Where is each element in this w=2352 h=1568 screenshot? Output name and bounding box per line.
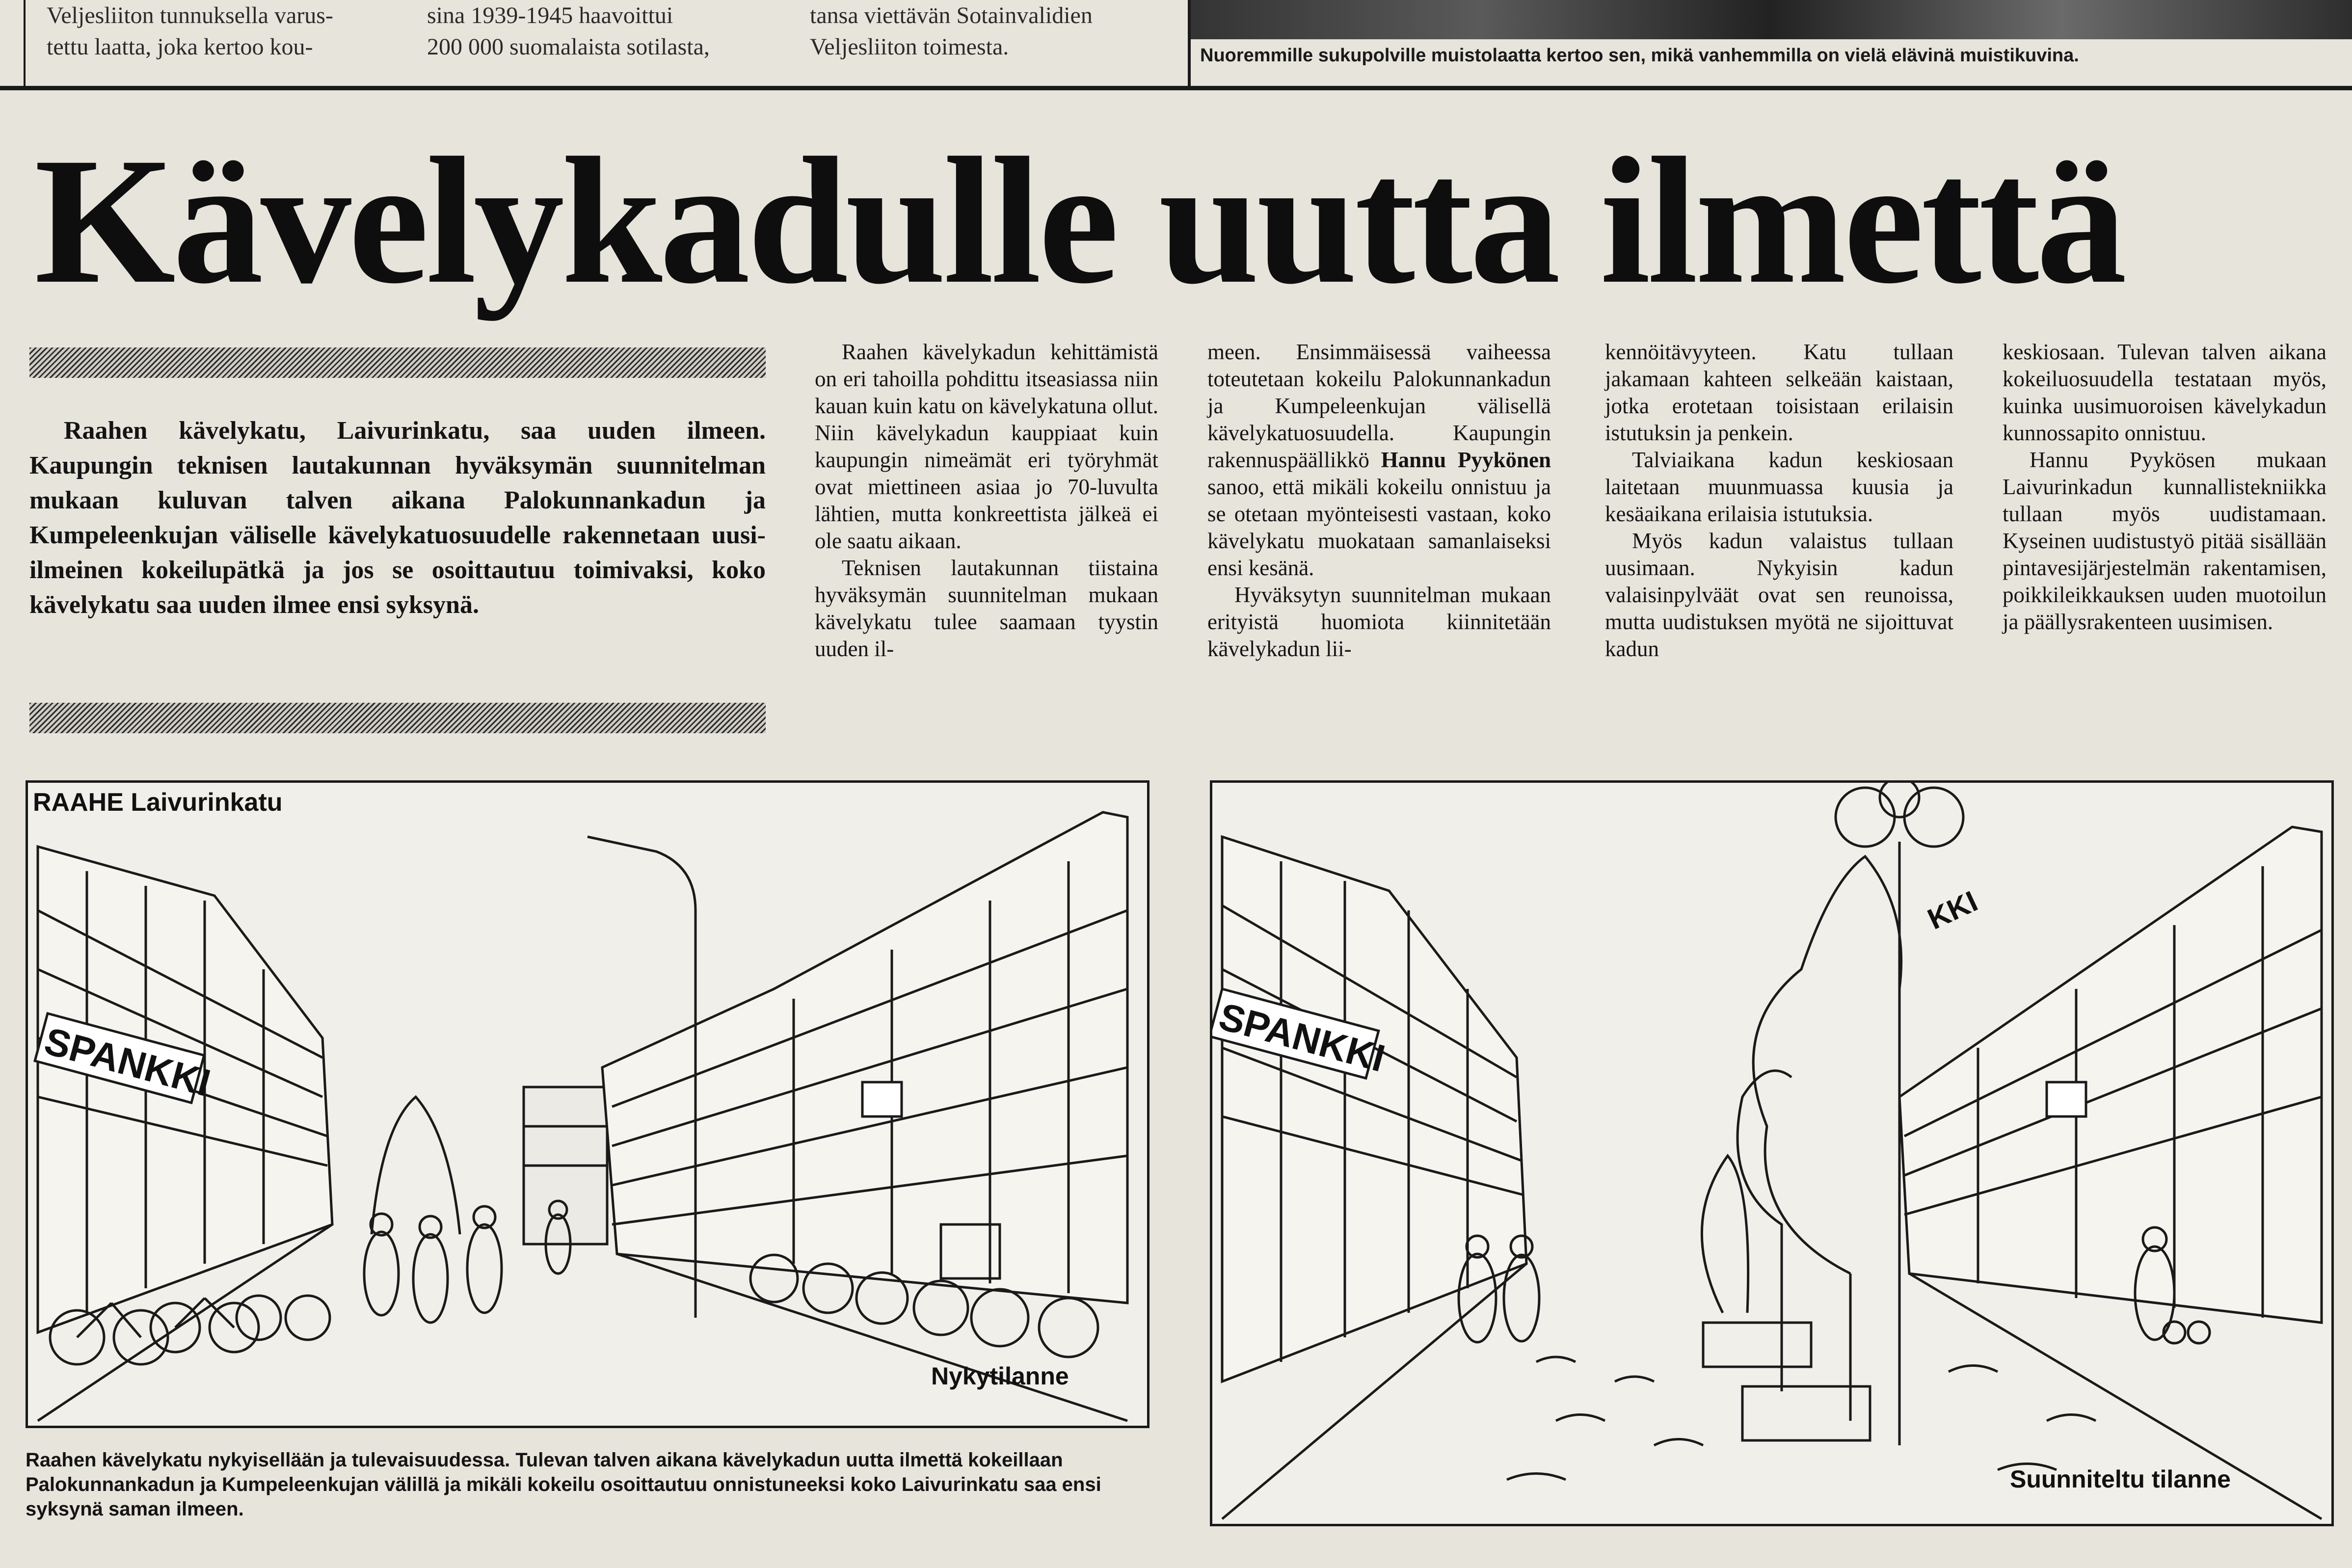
- article-paragraph: Hyväksytyn suunnitelman mukaan erityistä huomiota kiinnitetään kävelykadun lii-: [1207, 583, 1551, 661]
- article-paragraph: Myös kadun valaistus tullaan uusimaan. Nykyisin kadun valaisinpylväät ovat sen reunoissa, mutta uudistuksen myötä ne sijoittuvat kadun: [1605, 529, 1953, 661]
- article-paragraph: Hannu Pyykösen mukaan Laivurinkadun kunnallistekniikka tullaan myös uudistamaan. Kyseinen uudistustyö pitää sisällään pintavesijärjestelmän rakentamisen, poikkileikkauksen uuden muotoilun ja päällysrakenteen uusimisen.: [2003, 448, 2326, 634]
- illustration-title: RAAHE Laivurinkatu: [33, 788, 283, 817]
- article-column-2: [1207, 339, 1551, 663]
- article-paragraph: [1207, 339, 1551, 582]
- top-photo: [1188, 0, 2352, 39]
- label-planned-situation: Suunniteltu tilanne: [2010, 1465, 2231, 1493]
- article-text: sanoo, että mikäli kokeilu onnistuu ja se otetaan myönteisesti vastaan, koko kävelykatu muokataan samanlaiseksi ensi kesänä.: [1207, 475, 1551, 580]
- shop-sign-text: SPANKKI: [1214, 994, 1390, 1080]
- article-column-3: [1605, 339, 1953, 663]
- top-fragment-line: tettu laatta, joka kertoo kou-: [47, 34, 313, 60]
- article-paragraph: kennöitävyyteen. Katu tullaan jakamaan kahteen selkeään kaistaan, jotka erotetaan toisistaan erilaisin istutuksin ja penkein.: [1605, 340, 1953, 445]
- person-name: Hannu Pyykönen: [1381, 448, 1551, 472]
- street-sketch-current: [28, 783, 1147, 1426]
- street-sketch-planned: [1212, 783, 2331, 1524]
- article-paragraph: Teknisen lautakunnan tiistaina hyväksymän suunnitelman mukaan kävelykatu tulee saamaan tyystin uuden il-: [815, 556, 1158, 661]
- article-paragraph: Raahen kävelykadun kehittämistä on eri tahoilla pohdittu itseasiassa niin kauan kuin katu on kävelykatuna ollut. Niin kävelykadun kauppiaat kuin kaupungin nimeämät eri työryhmät ovat miettineen asiaa jo 70-luvulta lähtien, mutta konkreettista jälkeä ei ole saatu aikaan.: [815, 340, 1158, 553]
- top-fragment-col2: [427, 0, 780, 74]
- top-fragment-line: 200 000 suomalaista sotilasta,: [427, 34, 710, 60]
- illustration-current: [26, 780, 1149, 1428]
- lead-paragraph: Raahen kävelykatu, Laivurinkatu, saa uuden ilmeen. Kaupungin teknisen lautakunnan hyväksymän suunnitelman mukaan kuluvan talven aikana Palokunnankadun ja Kumpeleenkujan väliselle kävelykatuosuudelle rakennetaan uusi-ilmeinen kokeilupätkä ja jos se osoittautuu toimivaksi, koko kävelykatu saa uuden ilmee ensi syksynä.: [29, 417, 766, 619]
- top-fragment-line: tansa viettävän Sotainvalidien: [810, 2, 1093, 28]
- headline: Kävelykadulle uutta ilmettä: [34, 120, 2124, 321]
- article-paragraph: keskiosaan. Tulevan talven aikana kokeiluosuudella testataan myös, kuinka uusimuoroisen kävelykadun kunnossapito onnistuu.: [2003, 340, 2326, 445]
- article-column-4: [2003, 339, 2326, 636]
- top-photo-caption: Nuoremmille sukupolville muistolaatta kertoo sen, mikä vanhemmilla on vielä elävinä muistikuvina.: [1200, 45, 2079, 66]
- article-paragraph: Talviaikana kadun keskiosaan laitetaan muunmuassa kuusia ja kesäaikana erilaisia istutuksia.: [1605, 448, 1953, 526]
- top-fragment-line: sina 1939-1945 haavoittui: [427, 2, 673, 28]
- article-column-1: [815, 339, 1158, 663]
- label-current-situation: Nykytilanne: [931, 1362, 1069, 1390]
- illustration-planned: [1210, 780, 2334, 1526]
- shop-sign-text-right: KKI: [1923, 884, 1983, 936]
- top-fragment-line: Veljesliiton tunnuksella varus-: [47, 2, 333, 28]
- hatch-band-bottom: [29, 703, 766, 733]
- top-fragment-line: Veljesliiton toimesta.: [810, 34, 1009, 60]
- top-fragment-col3: [810, 0, 1163, 74]
- column-rule: [24, 0, 26, 88]
- article-text: meen. Ensimmäisessä vaiheessa toteutetaan kokeilu Palokunnankadun ja Kumpeleenkujan välisellä kävelykatuosuudella. Kaupungin rakennuspäällikkö: [1207, 340, 1551, 472]
- section-rule: [0, 86, 2352, 90]
- hatch-band-top: [29, 347, 766, 378]
- illustration-caption: Raahen kävelykatu nykyisellään ja tulevaisuudessa. Tulevan talven aikana kävelykadun uutta ilmettä kokeillaan Palokunnankadun ja Kumpeleenkujan välillä ja mikäli kokeilu osoittautuu onnistuneeksi koko Laivurinkatu saa ensi syksynä saman ilmeen.: [26, 1449, 1101, 1520]
- shop-sign-text: SPANKKI: [40, 1019, 215, 1105]
- top-fragment-col1: [47, 0, 390, 74]
- column-rule: [1188, 0, 1191, 88]
